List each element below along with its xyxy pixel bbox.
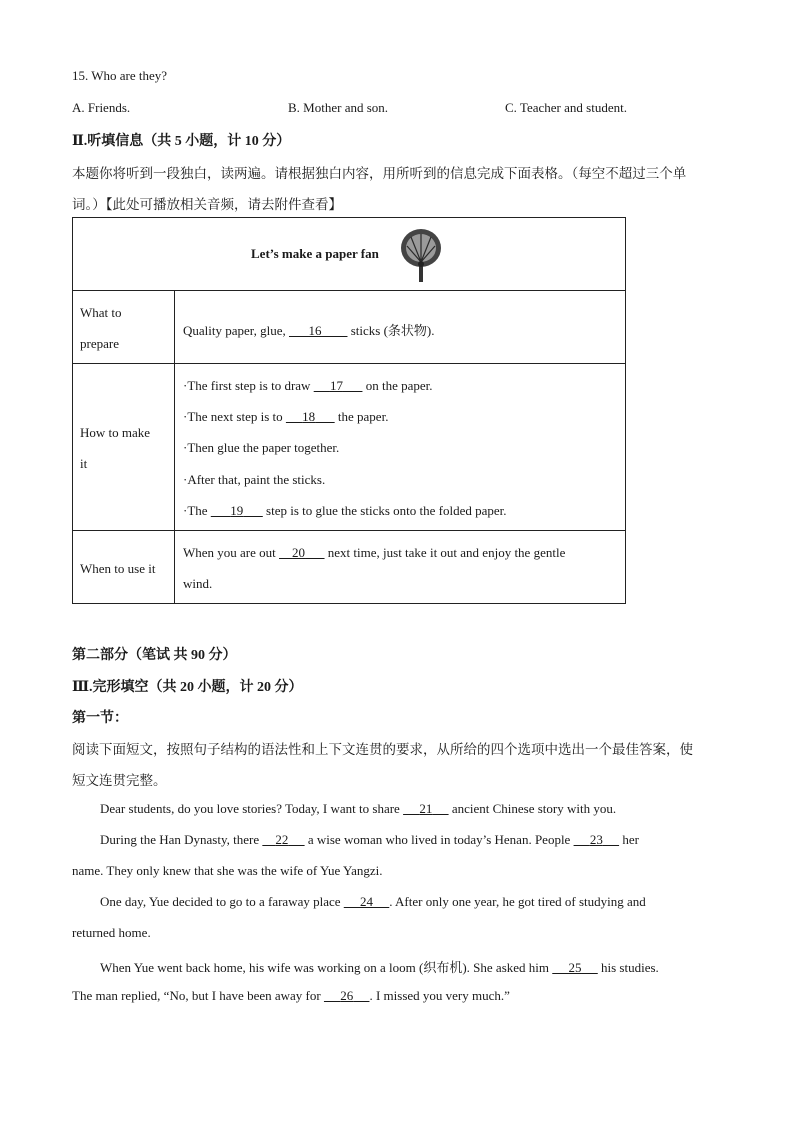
blank-16: 16 [308,323,322,338]
passage-paragraph-2-line2: name. They only knew that she was the wife of Yue Yangzi. [72,863,383,878]
section-3-title: Ⅲ.完形填空（共 20 小题，计 20 分） [72,680,303,695]
blank-17: 17 [329,378,343,393]
section-3-instruction-line1: 阅读下面短文，按照句子结构的语法性和上下文连贯的要求，从所给的四个选项中选出一个最佳答案，使 [72,742,693,757]
blank-18: 18 [302,409,316,424]
blank-22: 22 [275,832,289,847]
passage-paragraph-3-line2: returned home. [72,925,151,940]
section-2-instruction-line1: 本题你将听到一段独白，读两遍。请根据独白内容，用所听到的信息完成下面表格。（每空不超过三个单 [72,166,687,181]
q15-option-b: B. Mother and son. [288,100,389,115]
passage-paragraph-4-line2: The man replied, “No, but I have been away for 26 . I missed you very much.” [72,988,510,1003]
table-divider [72,530,626,531]
blank-21: 21 [419,801,433,816]
row-label-what-to-prepare-line2: prepare [80,336,119,351]
step-4: ·After that, paint the sticks. [183,472,326,487]
row1-content: Quality paper, glue, 16 sticks (条状物). [183,323,435,338]
q15-option-c: C. Teacher and student. [505,100,627,115]
row3-content-line1: When you are out 20 next time, just take it out and enjoy the gentle [183,545,566,560]
blank-26: 26 [340,988,354,1003]
row-label-how-to-make-line2: it [80,456,88,471]
row-label-what-to-prepare-line1: What to [80,305,122,320]
part-2-title: 第二部分（笔试 共 90 分） [72,648,237,663]
blank-25: 25 [568,960,582,975]
passage-paragraph-3-line1: One day, Yue decided to go to a faraway place 24 . After only one year, he got tired of studying and [100,894,646,909]
passage-paragraph-2-line1: During the Han Dynasty, there 22 a wise woman who lived in today’s Henan. People 23 her [100,832,639,847]
table-column-divider [174,290,175,604]
paper-fan-icon [396,226,446,288]
passage-paragraph-1: Dear students, do you love stories? Today, I want to share 21 ancient Chinese story with you. [100,801,617,816]
blank-20: 20 [292,545,306,560]
row-label-how-to-make-line1: How to make [80,425,151,440]
step-3: ·Then glue the paper together. [183,440,340,455]
row-label-when-to-use: When to use it [80,561,156,576]
section-2-title: Ⅱ.听填信息（共 5 小题，计 10 分） [72,134,291,149]
q15-option-a: A. Friends. [72,100,131,115]
table-divider [72,363,626,364]
step-5: ·The 19 step is to glue the sticks onto the folded paper. [183,503,507,518]
blank-24: 24 [360,894,374,909]
step-2: ·The next step is to 18 the paper. [183,409,389,424]
passage-paragraph-4-line1: When Yue went back home, his wife was working on a loom (织布机). She asked him 25 his studies. [100,960,659,975]
row3-content-line2: wind. [183,576,213,591]
section-3-instruction-line2: 短文连贯完整。 [72,773,167,788]
step-1: ·The first step is to draw 17 on the paper. [183,378,433,393]
subsection-title: 第一节： [72,711,128,726]
table-divider [72,290,626,291]
question-15-stem: 15. Who are they? [72,68,168,83]
blank-19: 19 [230,503,244,518]
table-title: Let’s make a paper fan [251,246,379,261]
blank-23: 23 [589,832,603,847]
section-2-instruction-line2: 词。）【此处可播放相关音频，请去附件查看】 [72,197,342,212]
